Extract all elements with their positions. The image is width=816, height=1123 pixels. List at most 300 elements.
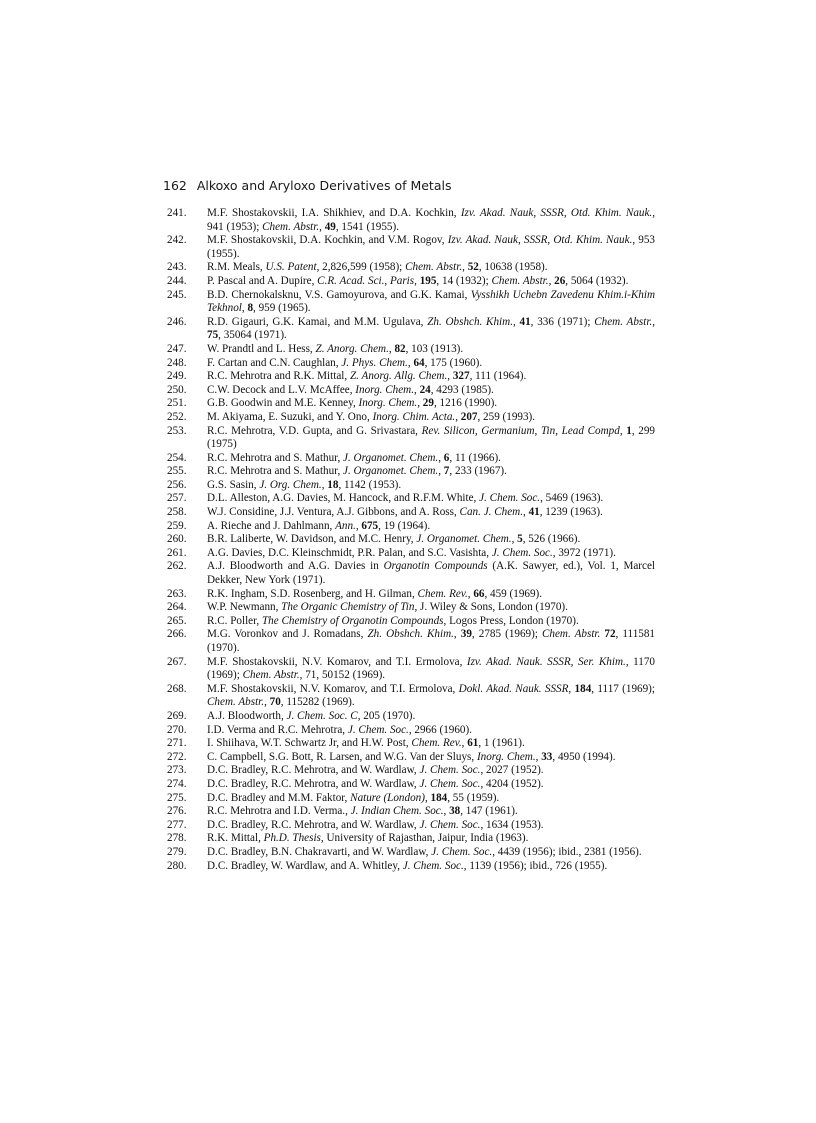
- reference-item: [167, 560, 655, 587]
- volume-number: 26: [554, 274, 566, 287]
- reference-item: [167, 737, 655, 751]
- citation-text: R.D. Gigauri, G.K. Kamai, and M.M. Ugulava,: [207, 315, 428, 328]
- reference-text: [207, 846, 655, 860]
- citation-text: A.J. Bloodworth,: [207, 709, 287, 722]
- reference-item: [167, 832, 655, 846]
- citation-text: , 4293 (1985).: [430, 383, 494, 396]
- citation-text: , 959 (1965).: [253, 302, 311, 315]
- citation-text: ,: [511, 533, 518, 546]
- reference-text: [207, 357, 655, 371]
- citation-text: ,: [619, 424, 627, 437]
- citation-text: , 1216 (1990).: [433, 397, 498, 410]
- citation-text: D.C. Bradley, W. Wardlaw, and A. Whitley,: [207, 859, 403, 872]
- reference-number: 280.: [167, 859, 187, 872]
- reference-number: 254.: [167, 451, 187, 464]
- reference-number: 247.: [167, 342, 187, 355]
- citation-title: The Organic Chemistry of Tin: [281, 601, 415, 614]
- reference-item: [167, 425, 655, 452]
- citation-text: , 459 (1969).: [484, 587, 543, 600]
- citation-text: ,: [513, 315, 520, 328]
- volume-number: 8: [247, 302, 254, 315]
- citation-title: Inorg. Chim. Acta.: [372, 410, 456, 423]
- reference-number: 261.: [167, 546, 187, 559]
- reference-text: [207, 792, 655, 806]
- reference-text: [207, 656, 655, 683]
- citation-title: Can. J. Chem.: [459, 506, 523, 519]
- citation-text: D.C. Bradley, R.C. Mehrotra, and W. Wardlaw,: [207, 764, 420, 777]
- citation-text: , 941 (1953);: [207, 207, 655, 233]
- reference-text: [207, 465, 655, 479]
- citation-text: R.M. Meals,: [207, 261, 266, 274]
- reference-text: [207, 289, 655, 316]
- citation-title: U.S. Patent: [265, 261, 317, 274]
- citation-text: B.R. Laliberte, W. Davidson, and M.C. Henry,: [207, 533, 417, 546]
- reference-number: 246.: [167, 315, 187, 328]
- citation-title: Z. Anorg. Allg. Chem.: [349, 370, 448, 383]
- reference-item: [167, 860, 655, 874]
- citation-title: J. Chem. Soc. C: [286, 709, 358, 722]
- citation-text: , Logos Press, London (1970).: [443, 614, 579, 627]
- citation-text: M.F. Shostakovskii, D.A. Kochkin, and V.M. Rogov,: [207, 234, 448, 247]
- citation-text: , 71, 50152 (1969).: [299, 669, 386, 682]
- citation-title: Inorg. Chem.: [355, 383, 414, 396]
- citation-text: , J. Wiley & Sons, London (1970).: [414, 601, 568, 614]
- citation-text: G.B. Goodwin and M.E. Kenney,: [207, 397, 359, 410]
- reference-item: [167, 207, 655, 234]
- citation-text: A.G. Davies, D.C. Kleinschmidt, P.R. Palan, and S.C. Vasishta,: [207, 546, 492, 559]
- reference-text: [207, 411, 655, 425]
- citation-text: , 111581 (1970).: [207, 628, 655, 654]
- reference-number: 255.: [167, 465, 187, 478]
- citation-text: ,: [455, 410, 461, 423]
- reference-item: [167, 316, 655, 343]
- citation-title: J. Indian Chem. Soc.: [350, 805, 444, 818]
- reference-item: [167, 343, 655, 357]
- volume-number: 184: [430, 791, 448, 804]
- citation-title: Vysshikh Uchebn Zavedenu Khim.i-Khim Tekhnol: [207, 288, 655, 315]
- reference-text: [207, 506, 655, 520]
- reference-number: 256.: [167, 478, 187, 491]
- citation-text: , 5469 (1963).: [540, 492, 604, 505]
- citation-text: G.S. Sasin,: [207, 478, 260, 491]
- citation-text: C. Campbell, S.G. Bott, R. Larsen, and W.G. Van der Sluys,: [207, 750, 477, 763]
- citation-text: M.F. Shostakovskii, N.V. Komarov, and T.I. Ermolova,: [207, 682, 459, 695]
- citation-title: Izv. Akad. Nauk, SSSR, Otd. Khim. Nauk.: [460, 207, 653, 219]
- reference-text: [207, 207, 655, 234]
- citation-title: J. Chem. Soc.: [419, 777, 481, 790]
- citation-text: , 3972 (1971).: [552, 546, 616, 559]
- reference-text: [207, 710, 655, 724]
- citation-text: , 35064 (1971).: [218, 329, 287, 342]
- reference-text: [207, 452, 655, 466]
- citation-text: ,: [443, 805, 450, 818]
- reference-number: 273.: [167, 764, 187, 777]
- reference-number: 264.: [167, 601, 187, 614]
- citation-title: Izv. Akad. Nauk. SSSR, Ser. Khim.: [466, 655, 626, 668]
- citation-text: R.K. Mittal,: [207, 832, 264, 845]
- reference-number: 257.: [167, 492, 187, 505]
- reference-text: [207, 737, 655, 751]
- citation-text: D.C. Bradley, R.C. Mehrotra, and W. Wardlaw,: [207, 777, 420, 790]
- citation-text: ,: [321, 478, 328, 491]
- citation-text: ,: [241, 302, 248, 315]
- running-header: [163, 178, 451, 193]
- citation-text: ,: [652, 315, 656, 328]
- citation-text: , 55 (1959).: [447, 791, 500, 804]
- reference-text: [207, 724, 655, 738]
- reference-text: [207, 275, 655, 289]
- citation-title: Organotin Compounds: [383, 560, 488, 573]
- citation-title: Chem. Abstr.: [405, 261, 463, 274]
- citation-title: C.R. Acad. Sci., Paris: [317, 274, 415, 287]
- citation-text: , 11 (1966).: [449, 451, 501, 464]
- reference-number: 278.: [167, 832, 187, 845]
- volume-number: 52: [467, 261, 479, 274]
- citation-title: Nature (London): [350, 791, 425, 804]
- reference-text: [207, 343, 655, 357]
- reference-item: [167, 234, 655, 261]
- volume-number: 184: [574, 682, 592, 695]
- citation-text: I.D. Verma and R.C. Mehrotra,: [207, 723, 348, 736]
- citation-text: ,: [522, 506, 529, 519]
- reference-item: [167, 397, 655, 411]
- citation-title: Zh. Obshch. Khim.: [427, 315, 513, 328]
- running-title: Alkoxo and Aryloxo Derivatives of Metals: [196, 178, 452, 193]
- citation-text: P. Pascal and A. Dupire,: [207, 274, 318, 287]
- volume-number: 41: [528, 506, 540, 519]
- citation-text: ,: [407, 356, 414, 369]
- citation-title: Chem. Abstr.: [207, 696, 265, 709]
- citation-text: , 19 (1964).: [378, 519, 431, 532]
- citation-text: R.K. Ingham, S.D. Rosenberg, and H. Gilman,: [207, 587, 418, 600]
- citation-text: W.P. Newmann,: [207, 601, 282, 614]
- reference-number: 271.: [167, 737, 187, 750]
- citation-title: J. Organomet. Chem.: [343, 451, 439, 464]
- reference-text: [207, 492, 655, 506]
- citation-title: J. Organomet. Chem.: [416, 533, 512, 546]
- citation-title: J. Chem. Soc.: [402, 859, 464, 872]
- citation-text: , 2785 (1969);: [471, 628, 542, 641]
- reference-text: [207, 425, 655, 452]
- citation-title: Chem. Abstr.: [541, 628, 601, 641]
- reference-text: [207, 764, 655, 778]
- citation-text: , 299 (1975): [207, 424, 656, 451]
- reference-item: [167, 601, 655, 615]
- reference-text: [207, 397, 655, 411]
- reference-item: [167, 261, 655, 275]
- reference-item: [167, 751, 655, 765]
- citation-text: ,: [414, 383, 420, 396]
- citation-title: Dokl. Akad. Nauk. SSSR: [458, 682, 569, 695]
- volume-number: 1: [626, 424, 632, 437]
- citation-text: , 115282 (1969).: [280, 696, 355, 709]
- reference-number: 276.: [167, 805, 187, 818]
- reference-number: 262.: [167, 560, 187, 573]
- citation-text: R.C. Mehrotra and S. Mathur,: [207, 465, 344, 478]
- citation-text: ,: [438, 465, 444, 478]
- citation-text: , 147 (1961).: [460, 805, 518, 818]
- citation-text: ,: [264, 696, 270, 709]
- citation-text: , 526 (1966).: [522, 533, 581, 546]
- citation-text: ,: [447, 370, 453, 383]
- citation-text: F. Cartan and C.N. Caughlan,: [207, 356, 342, 369]
- volume-number: 327: [452, 370, 470, 383]
- citation-text: ,: [462, 261, 468, 274]
- reference-item: [167, 533, 655, 547]
- citation-title: Zh. Obshch. Khim.: [367, 628, 454, 641]
- citation-text: ,: [453, 628, 461, 641]
- citation-text: ,: [568, 682, 575, 695]
- citation-text: M.F. Shostakovskii, I.A. Shikhiev, and D.A. Kochkin,: [207, 207, 461, 219]
- citation-text: ,: [414, 274, 420, 287]
- citation-text: ,: [424, 791, 431, 804]
- reference-number: 258.: [167, 506, 187, 519]
- reference-item: [167, 275, 655, 289]
- citation-text: , 14 (1932);: [436, 274, 492, 287]
- citation-text: , 259 (1993).: [477, 410, 536, 423]
- citation-text: , 4950 (1994).: [552, 750, 616, 763]
- citation-text: ,: [461, 737, 468, 750]
- citation-text: , 111 (1964).: [469, 370, 527, 383]
- reference-text: [207, 547, 655, 561]
- reference-number: 274.: [167, 777, 187, 790]
- reference-number: 270.: [167, 723, 187, 736]
- reference-item: [167, 547, 655, 561]
- reference-number: 242.: [167, 234, 187, 247]
- citation-text: M.F. Shostakovskii, N.V. Komarov, and T.I. Ermolova,: [207, 655, 467, 668]
- citation-text: , 10638 (1958).: [478, 261, 548, 274]
- reference-number: 279.: [167, 845, 187, 858]
- citation-text: ,: [438, 451, 444, 464]
- citation-text: , 4439 (1956); ibid., 2381 (1956).: [492, 845, 642, 858]
- reference-item: [167, 411, 655, 425]
- citation-text: M.G. Voronkov and J. Romadans,: [207, 628, 368, 641]
- reference-number: 243.: [167, 261, 187, 274]
- reference-item: [167, 465, 655, 479]
- citation-text: ,: [535, 750, 542, 763]
- volume-number: 38: [449, 805, 461, 818]
- citation-text: D.C. Bradley, R.C. Mehrotra, and W. Wardlaw,: [207, 818, 420, 831]
- reference-text: [207, 261, 655, 275]
- citation-text: , 103 (1913).: [405, 342, 464, 355]
- citation-text: M. Akiyama, E. Suzuki, and Y. Ono,: [207, 410, 373, 423]
- reference-number: 259.: [167, 519, 187, 532]
- volume-number: 64: [413, 356, 425, 369]
- reference-item: [167, 778, 655, 792]
- reference-item: [167, 656, 655, 683]
- reference-number: 268.: [167, 682, 187, 695]
- citation-title: J. Org. Chem.: [259, 478, 322, 491]
- citation-text: , 205 (1970).: [357, 709, 416, 722]
- reference-text: [207, 751, 655, 765]
- citation-text: A.J. Bloodworth and A.G. Davies in: [207, 560, 384, 573]
- volume-number: 7: [443, 465, 450, 478]
- volume-number: 49: [324, 220, 336, 233]
- citation-text: , 4204 (1952).: [480, 777, 544, 790]
- citation-text: R.C. Mehrotra and R.K. Mittal,: [207, 370, 350, 383]
- volume-number: 18: [327, 478, 339, 491]
- volume-number: 6: [443, 451, 450, 464]
- citation-text: ,: [319, 220, 325, 233]
- citation-text: , 1117 (1969);: [591, 682, 655, 695]
- reference-item: [167, 846, 655, 860]
- reference-item: [167, 506, 655, 520]
- volume-number: 24: [419, 383, 431, 396]
- citation-title: Rev. Silicon, Germanium, Tin, Lead Compd: [421, 424, 620, 437]
- citation-title: Inorg. Chem.: [358, 397, 418, 410]
- reference-text: [207, 588, 655, 602]
- citation-text: , 1170 (1969);: [207, 655, 655, 682]
- citation-text: , 5064 (1932).: [565, 274, 629, 287]
- reference-item: [167, 710, 655, 724]
- citation-text: , 1634 (1953).: [480, 818, 544, 831]
- reference-item: [167, 588, 655, 602]
- citation-title: Ann.: [335, 519, 356, 532]
- volume-number: 66: [473, 587, 485, 600]
- citation-text: ,: [467, 587, 474, 600]
- reference-item: [167, 683, 655, 710]
- citation-text: , 1139 (1956); ibid., 726 (1955).: [463, 859, 608, 872]
- citation-text: , 2966 (1960).: [408, 723, 472, 736]
- citation-text: , 233 (1967).: [449, 465, 507, 478]
- reference-text: [207, 683, 655, 710]
- citation-text: , 336 (1971);: [530, 315, 595, 328]
- citation-text: I. Shiihava, W.T. Schwartz Jr, and H.W. Post,: [207, 737, 412, 750]
- volume-number: 72: [604, 628, 616, 641]
- reference-number: 252.: [167, 410, 187, 423]
- citation-text: ,: [548, 274, 555, 287]
- citation-title: Ph.D. Thesis: [263, 832, 321, 845]
- reference-text: [207, 234, 655, 261]
- citation-text: , 1 (1961).: [478, 737, 525, 750]
- reference-item: [167, 724, 655, 738]
- citation-text: R.C. Poller,: [207, 614, 262, 627]
- reference-number: 245.: [167, 288, 187, 301]
- citation-text: A. Rieche and J. Dahlmann,: [207, 519, 336, 532]
- citation-title: J. Chem. Soc.: [431, 845, 493, 858]
- page-number: 162: [163, 178, 187, 193]
- reference-text: [207, 860, 655, 874]
- reference-item: [167, 452, 655, 466]
- citation-title: J. Chem. Soc.: [347, 723, 409, 736]
- citation-title: J. Organomet. Chem.: [343, 465, 439, 478]
- citation-title: Chem. Abstr.: [491, 274, 549, 287]
- reference-item: [167, 764, 655, 778]
- reference-item: [167, 819, 655, 833]
- volume-number: 75: [207, 329, 219, 342]
- reference-number: 266.: [167, 628, 187, 641]
- volume-number: 61: [467, 737, 479, 750]
- citation-text: , 953 (1955).: [207, 234, 656, 260]
- reference-item: [167, 289, 655, 316]
- reference-number: 250.: [167, 383, 187, 396]
- citation-title: Z. Anorg. Chem.: [315, 342, 389, 355]
- reference-text: [207, 370, 655, 384]
- citation-text: W. Prandtl and L. Hess,: [207, 342, 316, 355]
- volume-number: 29: [422, 397, 434, 410]
- citation-text: , 1239 (1963).: [539, 506, 603, 519]
- citation-text: , 1142 (1953).: [338, 478, 402, 491]
- citation-text: ,: [417, 397, 423, 410]
- reference-number: 275.: [167, 791, 187, 804]
- citation-title: J. Phys. Chem.: [341, 356, 408, 369]
- citation-text: , 1541 (1955).: [335, 220, 399, 233]
- volume-number: 675: [361, 519, 379, 532]
- reference-number: 269.: [167, 709, 187, 722]
- reference-text: [207, 819, 655, 833]
- citation-text: B.D. Chernokalsknu, V.S. Gamoyurova, and G.K. Kamai,: [207, 288, 471, 301]
- reference-item: [167, 479, 655, 493]
- volume-number: 195: [419, 274, 437, 287]
- volume-number: 70: [269, 696, 281, 709]
- reference-number: 253.: [167, 424, 187, 437]
- citation-text: D.C. Bradley and M.M. Faktor,: [207, 791, 351, 804]
- citation-title: Inorg. Chem.: [476, 750, 536, 763]
- reference-number: 272.: [167, 750, 187, 763]
- citation-title: J. Chem. Soc.: [419, 764, 481, 777]
- reference-text: [207, 533, 655, 547]
- citation-text: D.L. Alleston, A.G. Davies, M. Hancock, and R.F.M. White,: [207, 492, 480, 505]
- reference-item: [167, 805, 655, 819]
- citation-text: R.C. Mehrotra and S. Mathur,: [207, 451, 344, 464]
- citation-text: ,: [355, 519, 362, 532]
- reference-text: [207, 778, 655, 792]
- citation-text: (A.K. Sawyer, ed.), Vol. 1, Marcel Dekker, New York (1971).: [207, 560, 656, 587]
- reference-item: [167, 370, 655, 384]
- citation-text: , University of Rajasthan, Jaipur, India (1963).: [320, 832, 529, 845]
- volume-number: 41: [519, 315, 531, 328]
- reference-item: [167, 492, 655, 506]
- citation-title: J. Chem. Soc.: [419, 818, 481, 831]
- reference-text: [207, 560, 655, 587]
- reference-item: [167, 520, 655, 534]
- citation-text: , 2,826,599 (1958);: [316, 261, 406, 274]
- citation-title: J. Chem. Soc.: [479, 492, 541, 505]
- citation-text: W.J. Considine, J.J. Ventura, A.J. Gibbons, and A. Ross,: [207, 506, 460, 519]
- citation-title: Chem. Abstr.: [594, 315, 653, 328]
- reference-number: 251.: [167, 397, 187, 410]
- citation-text: R.C. Mehrotra and I.D. Verma.,: [207, 805, 351, 818]
- reference-number: 277.: [167, 818, 187, 831]
- volume-number: 33: [541, 750, 553, 763]
- citation-text: , 2027 (1952).: [480, 764, 544, 777]
- citation-title: Chem. Rev.: [411, 737, 462, 750]
- citation-title: J. Chem. Soc.: [491, 546, 553, 559]
- reference-text: [207, 628, 655, 655]
- citation-title: The Chemistry of Organotin Compounds: [261, 614, 444, 627]
- volume-number: 82: [394, 342, 406, 355]
- reference-text: [207, 805, 655, 819]
- citation-text: , 175 (1960).: [424, 356, 483, 369]
- reference-text: [207, 615, 655, 629]
- reference-item: [167, 384, 655, 398]
- reference-number: 244.: [167, 274, 187, 287]
- reference-text: [207, 384, 655, 398]
- reference-number: 248.: [167, 356, 187, 369]
- reference-item: [167, 792, 655, 806]
- citation-title: Chem. Abstr.: [262, 220, 320, 233]
- volume-number: 207: [460, 410, 478, 423]
- reference-number: 241.: [167, 207, 187, 219]
- reference-text: [207, 832, 655, 846]
- volume-number: 39: [460, 628, 472, 641]
- citation-title: Chem. Rev.: [417, 587, 468, 600]
- reference-number: 267.: [167, 655, 187, 668]
- reference-number: 249.: [167, 370, 187, 383]
- volume-number: 5: [517, 533, 523, 546]
- citation-text: R.C. Mehrotra, V.D. Gupta, and G. Srivastara,: [207, 424, 422, 437]
- citation-title: Izv. Akad. Nauk, SSSR, Otd. Khim. Nauk.: [447, 234, 633, 247]
